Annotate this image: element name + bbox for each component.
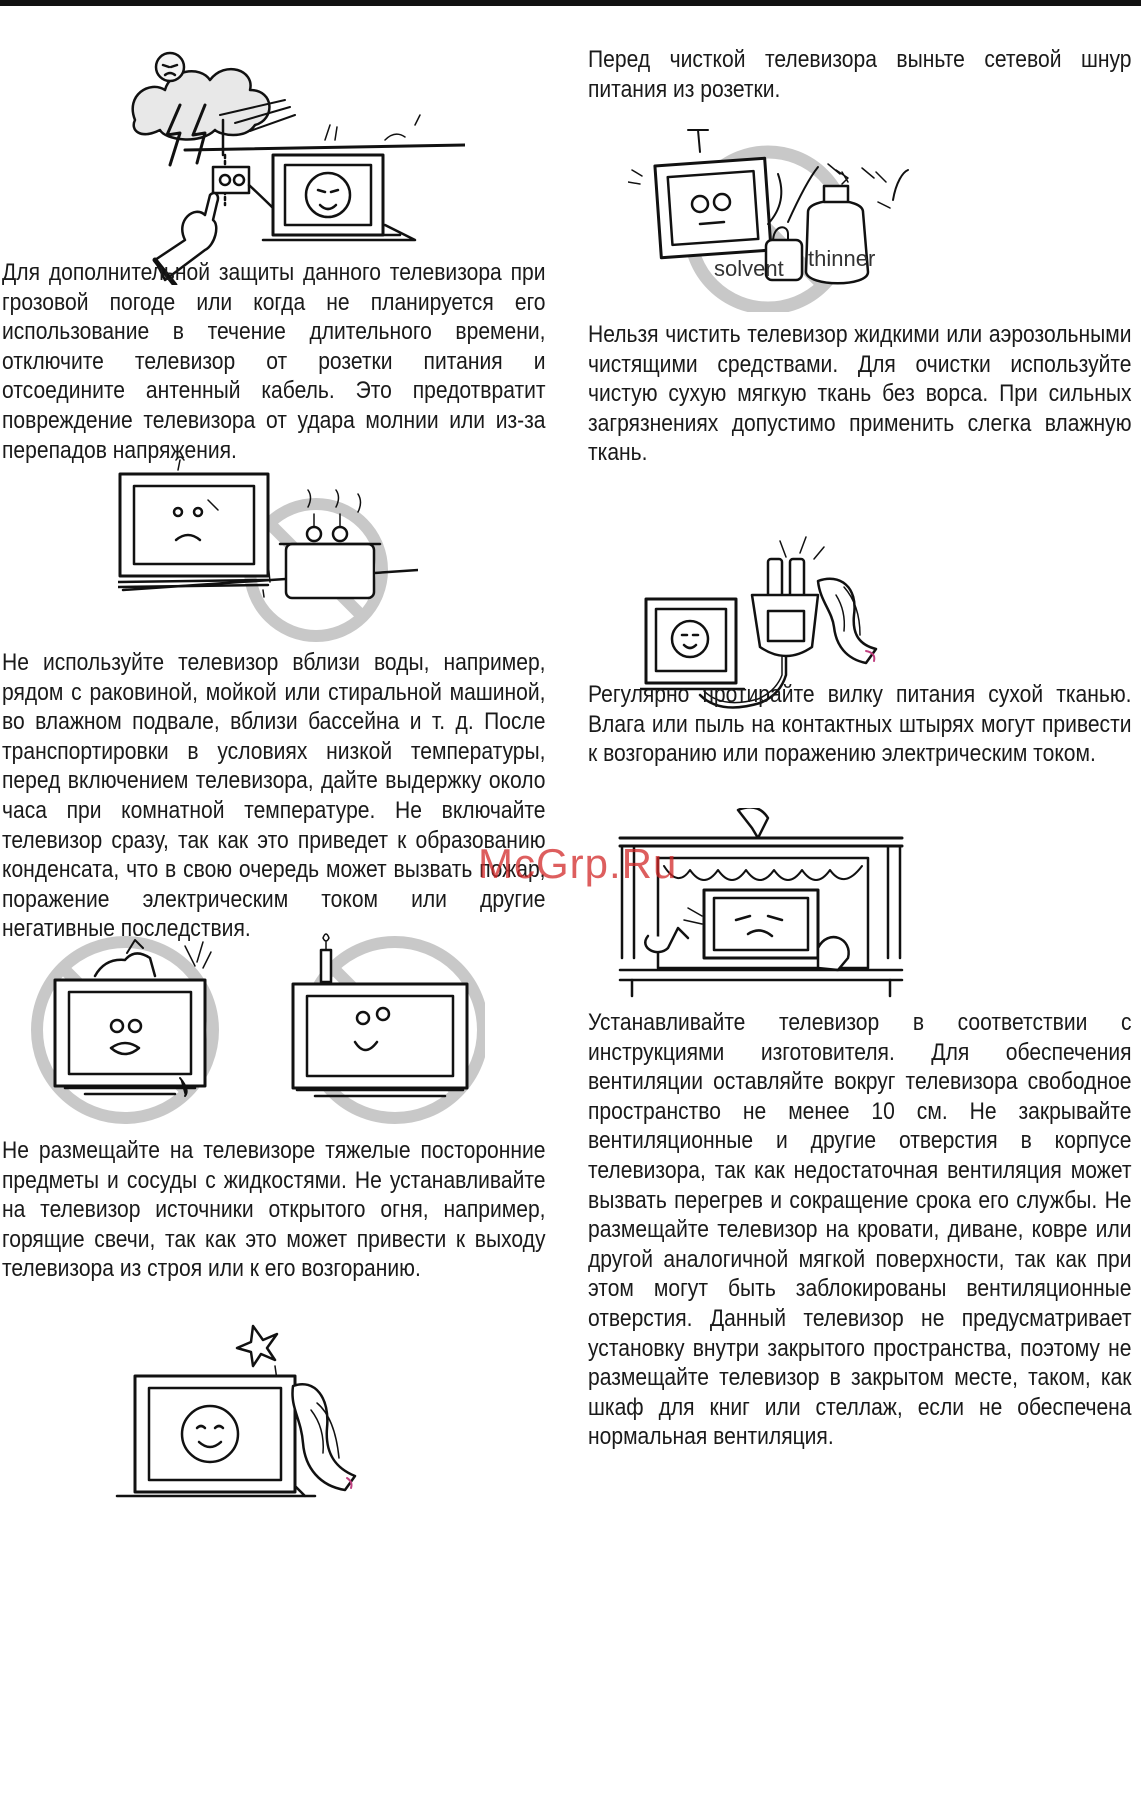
watermark: McGrp.Ru bbox=[478, 840, 678, 887]
left-paragraph-1: Для дополнительной защиты данного телевизора при грозовой погоде или когда не планируется его использование в течение длительного времени, отключите телевизор от розетки питания и отсоедините антенный кабель. Это предотвратит повреждение телевизора от удара молнии или из-за перепадов напряжения. bbox=[2, 259, 546, 464]
right-paragraph-4: Устанавливайте телевизор в соответствии с инструкциями изготовителя. Для обеспечения вентиляции оставляйте вокруг телевизора свободное пространство не менее 10 см. Не закрывайте вентиляционные и другие отверстия в корпусе телевизора, так как недостаточная вентиляция может вызвать перегрев и сокращение срока его службы. Не размещайте телевизор на кровати, диване, ковре или другой аналогичной мягкой поверхности, так как при этом могут быть заблокированы вентиляционные отверстия. Данный телевизор не предусматривает установку внутри закрытого пространства, поэтому не размещайте телевизор в закрытом месте, таком, как шкаф для книг или стеллаж, если не обеспечена нормальная вентиляция. bbox=[588, 1009, 1132, 1451]
tv-near-water-illustration bbox=[118, 452, 418, 642]
right-paragraph-2: Нельзя чистить телевизор жидкими или аэрозольными чистящими средствами. Для очистки используйте чистую сухую мягкую ткань без ворса. При сильных загрязнениях допустимо применить слегка влажную ткань. bbox=[588, 321, 1132, 467]
thinner-label: thinner bbox=[808, 246, 876, 271]
right-paragraph-3: Регулярно протирайте вилку питания сухой тканью. Влага или пыль на контактных штырях могут привести к возгоранию или поражению электрическим током. bbox=[588, 681, 1132, 768]
lightning-unplug-illustration bbox=[125, 45, 465, 285]
objects-on-tv-illustration bbox=[25, 918, 485, 1128]
left-paragraph-2: Не используйте телевизор вблизи воды, например, рядом с раковиной, мойкой или стиральной машиной, во влажном подвале, вблизи бассейна и т. д. После транспортировки в условиях низкой температуры, перед включением телевизора, дайте выдержку около часа при комнатной температуре. Не включайте телевизор сразу, так как это приведет к образованию конденсата, что в свою очередь может вызвать пожар, поражение электрическим током или другие негативные последствия. bbox=[2, 649, 546, 943]
tv-in-cabinet-illustration bbox=[618, 808, 908, 998]
no-solvent-illustration bbox=[628, 112, 928, 312]
wipe-tv-cloth-illustration bbox=[115, 1318, 365, 1508]
right-paragraph-1: Перед чисткой телевизора выньте сетевой шнур питания из розетки. bbox=[588, 46, 1132, 103]
top-rule bbox=[0, 0, 1141, 6]
solvent-label: solvent bbox=[714, 256, 784, 281]
left-paragraph-3: Не размещайте на телевизоре тяжелые посторонние предметы и сосуды с жидкостями. Не устанавливайте на телевизор источники открытого огня, например, горящие свечи, так как это может привести к выходу телевизора из строя или к его возгоранию. bbox=[2, 1137, 546, 1283]
